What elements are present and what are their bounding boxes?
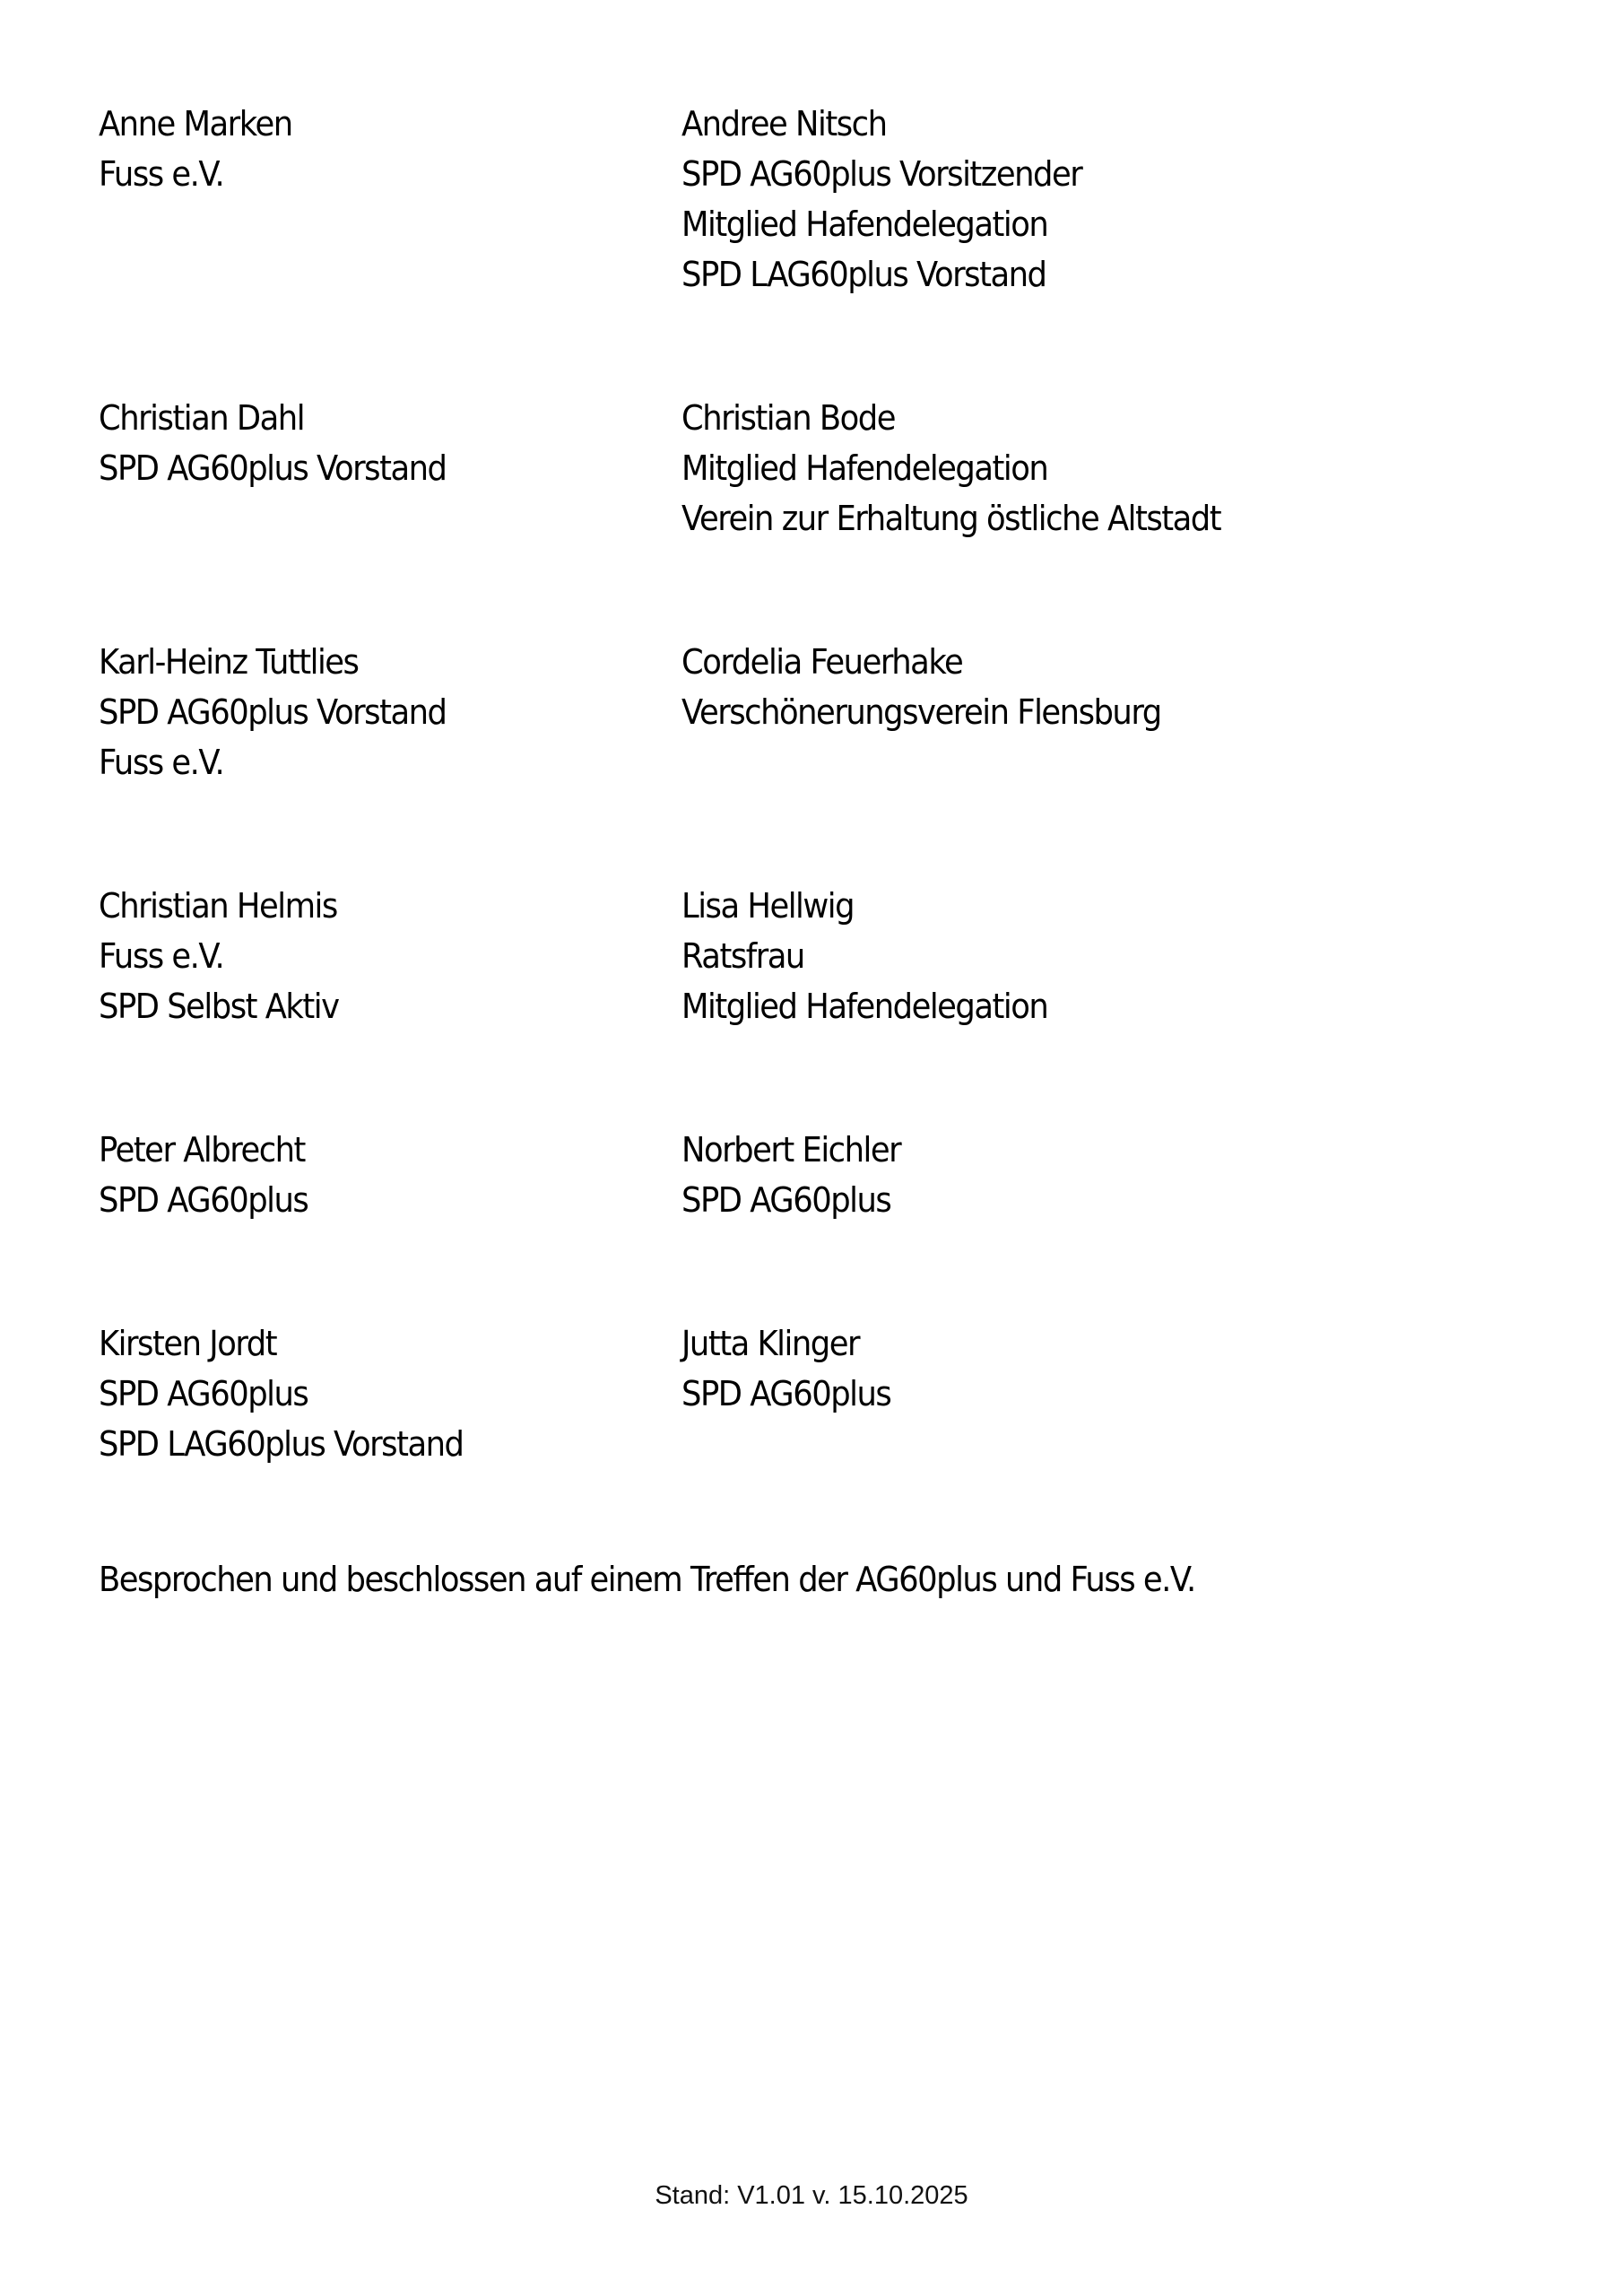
signatory-name: Kirsten Jordt <box>99 1324 277 1363</box>
signatory-kirsten-jordt <box>99 1318 490 1469</box>
signatory-name: Jutta Klinger <box>681 1324 860 1363</box>
signatory-name: Christian Dahl <box>99 398 305 438</box>
signatory-role: Ratsfrau <box>681 936 804 976</box>
signatory-role: SPD Selbst Aktiv <box>99 987 339 1026</box>
signatory-name: Norbert Eichler <box>681 1130 901 1170</box>
signatory-name: Peter Albrecht <box>99 1130 305 1170</box>
signatory-role: SPD AG60plus Vorstand <box>99 448 447 488</box>
signatory-role: Fuss e.V. <box>99 154 224 194</box>
version-footer: Stand: V1.01 v. 15.10.2025 <box>655 2181 968 2210</box>
signatory-norbert-eichler <box>681 1125 917 1225</box>
signatory-role: Fuss e.V. <box>99 743 224 782</box>
signatory-role: SPD LAG60plus Vorstand <box>681 255 1046 294</box>
signatory-name: Christian Helmis <box>99 886 337 926</box>
signatory-christian-bode <box>681 393 1261 544</box>
signatory-role: SPD AG60plus Vorstand <box>99 692 447 732</box>
signatory-name: Anne Marken <box>99 104 292 144</box>
resolution-text: Besprochen und beschlossen auf einem Treffen der AG60plus und Fuss e.V. <box>99 1560 1195 1599</box>
signatory-jutta-klinger <box>681 1318 907 1419</box>
signatory-name: Karl-Heinz Tuttlies <box>99 642 359 682</box>
signatory-role: Mitglied Hafendelegation <box>681 987 1048 1026</box>
signatory-peter-albrecht <box>99 1125 324 1225</box>
signatory-christian-dahl <box>99 393 473 493</box>
signatory-name: Andree Nitsch <box>681 104 887 144</box>
signatory-name: Cordelia Feuerhake <box>681 642 963 682</box>
signatory-role: Fuss e.V. <box>99 936 224 976</box>
signatory-name: Lisa Hellwig <box>681 886 855 926</box>
signatory-role: Verschönerungsverein Flensburg <box>681 692 1161 732</box>
signatory-role: SPD LAG60plus Vorstand <box>99 1424 464 1464</box>
resolution-statement <box>99 1554 1278 1605</box>
signatory-lisa-hellwig <box>681 881 1075 1031</box>
signatory-role: Verein zur Erhaltung östliche Altstadt <box>681 499 1221 538</box>
signatory-role: Mitglied Hafendelegation <box>681 204 1048 244</box>
signatory-name: Christian Bode <box>681 398 896 438</box>
signatory-andree-nitsch <box>681 99 1112 300</box>
signatory-role: SPD AG60plus <box>681 1180 891 1220</box>
signatory-christian-helmis <box>99 881 357 1031</box>
signatory-cordelia-feuerhake <box>681 637 1197 737</box>
signatory-karl-heinz-tuttlies <box>99 637 473 787</box>
signatory-anne-marken <box>99 99 307 199</box>
signatory-role: SPD AG60plus <box>681 1374 891 1413</box>
signatory-role: Mitglied Hafendelegation <box>681 448 1048 488</box>
signatory-role: SPD AG60plus <box>99 1180 308 1220</box>
signatory-role: SPD AG60plus <box>99 1374 308 1413</box>
signatory-role: SPD AG60plus Vorsitzender <box>681 154 1082 194</box>
